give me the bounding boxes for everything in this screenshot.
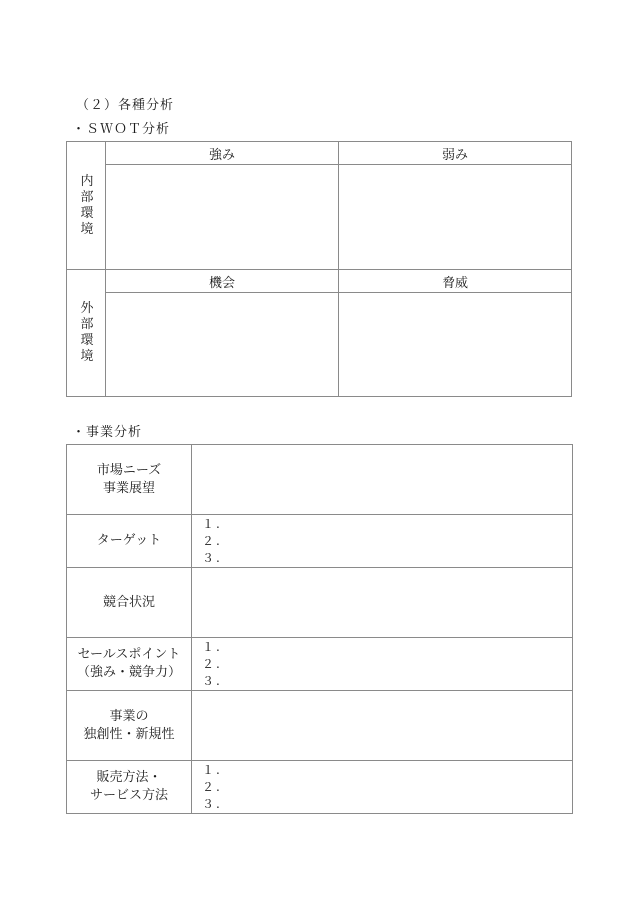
table-row xyxy=(67,761,573,814)
strengths-header: 強み xyxy=(208,147,235,163)
opportunities-header: 機会 xyxy=(208,275,235,291)
row-label-selling-points: セールスポイント （強み・競争力） xyxy=(67,638,192,691)
weaknesses-field[interactable] xyxy=(339,165,571,269)
competition-field[interactable] xyxy=(192,568,573,638)
business-analysis-table xyxy=(66,444,573,814)
strengths-field[interactable] xyxy=(106,165,338,269)
table-row xyxy=(67,515,573,568)
row-label-target: ターゲット xyxy=(67,515,192,568)
external-environment-label: 外 部 環 境 xyxy=(80,301,94,364)
target-field[interactable]: １. ２. ３. xyxy=(192,515,573,568)
section-title: （２）各種分析 xyxy=(76,98,175,113)
table-row xyxy=(67,638,573,691)
threats-field[interactable] xyxy=(339,293,571,396)
threats-header: 脅威 xyxy=(441,275,468,291)
row-label-competition: 競合状況 xyxy=(67,568,192,638)
table-row xyxy=(67,691,573,761)
swot-title: ・ＳＷＯＴ分析 xyxy=(72,122,171,137)
market-needs-field[interactable] xyxy=(192,445,573,515)
weaknesses-header: 弱み xyxy=(441,147,468,163)
originality-field[interactable] xyxy=(192,691,573,761)
row-label-sales-method: 販売方法・ サービス方法 xyxy=(67,761,192,814)
row-label-originality: 事業の 独創性・新規性 xyxy=(67,691,192,761)
swot-grid xyxy=(66,141,572,397)
table-row xyxy=(67,445,573,515)
table-row xyxy=(67,568,573,638)
opportunities-field[interactable] xyxy=(106,293,338,396)
selling-points-field[interactable]: １. ２. ３. xyxy=(192,638,573,691)
business-analysis-title: ・事業分析 xyxy=(72,425,143,440)
internal-environment-label: 内 部 環 境 xyxy=(80,173,94,237)
row-label-market-needs: 市場ニーズ 事業展望 xyxy=(67,445,192,515)
sales-method-field[interactable]: １. ２. ３. xyxy=(192,761,573,814)
